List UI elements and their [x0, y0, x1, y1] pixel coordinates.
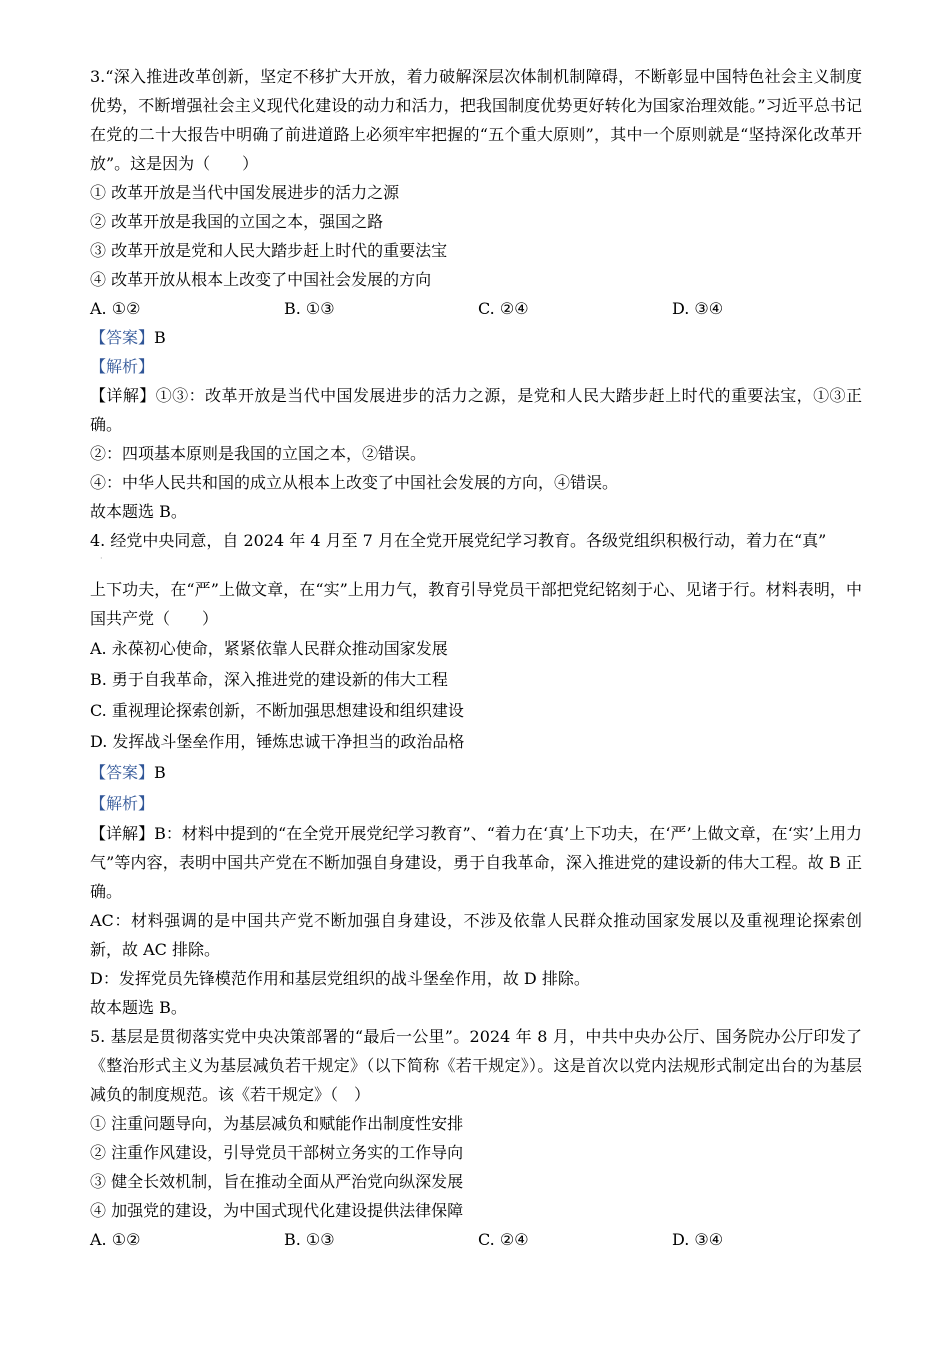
question-4-analysis	[90, 788, 862, 819]
detail-text: B：材料中提到的“在全党开展党纪学习教育”、“着力在‘真’上下功夫，在‘严’上做文章，在‘实’上用力气”等内容，表明中国共产党在不断加强自身建设，勇于自我革命，深入推进党的建设新的伟大工程。故 B 正确。	[90, 824, 862, 901]
question-4-stem-part-2: 上下功夫，在“严”上做文章，在“实”上用力气，教育引导党员干部把党纪铭刻于心、见诸于行。材料表明，中国共产党（ ）	[90, 580, 862, 628]
question-4-detail-4: 故本题选 B。	[90, 998, 187, 1017]
question-5-options	[90, 1225, 862, 1254]
question-3-analysis	[90, 352, 862, 381]
question-4-detail-2: AC：材料强调的是中国共产党不断加强自身建设，不涉及依靠人民群众推动国家发展以及重视理论探索创新，故 AC 排除。	[90, 911, 862, 959]
question-3-option-d: D. ③④	[672, 299, 724, 318]
analysis-label: 【解析】	[90, 357, 155, 376]
question-3-item-3: ③ 改革开放是党和人民大踏步赶上时代的重要法宝	[90, 241, 448, 260]
detail-text: ①③：改革开放是当代中国发展进步的活力之源，是党和人民大踏步赶上时代的重要法宝，①③正确。	[90, 386, 862, 434]
question-5-stem: 5. 基层是贯彻落实党中央决策部署的“最后一公里”。2024 年 8 月，中共中央办公厅、国务院办公厅印发了《整治形式主义为基层减负若干规定》（以下简称《若干规定》）。这是首次以党内法规形式制定出台的为基层减负的制度规范。该《若干规定》（ ）	[90, 1027, 862, 1104]
question-4-choice-d: D. 发挥战斗堡垒作用，锤炼忠诚干净担当的政治品格	[90, 732, 465, 751]
analysis-label: 【解析】	[90, 794, 155, 813]
question-3-detail-1	[90, 381, 862, 439]
question-3-options	[90, 294, 862, 323]
question-5-option-d: D. ③④	[672, 1230, 724, 1249]
question-5-item-3: ③ 健全长效机制，旨在推动全面从严治党向纵深发展	[90, 1172, 464, 1191]
question-5-item-4: ④ 加强党的建设，为中国式现代化建设提供法律保障	[90, 1201, 464, 1220]
answer-value: B	[154, 328, 166, 347]
question-3-detail-3: ④：中华人民共和国的成立从根本上改变了中国社会发展的方向，④错误。	[90, 473, 619, 492]
question-4-detail-1	[90, 819, 862, 906]
question-4-answer	[90, 757, 862, 788]
question-3-answer	[90, 323, 862, 352]
question-5-item-2: ② 注重作风建设，引导党员干部树立务实的工作导向	[90, 1143, 464, 1162]
question-5	[90, 1022, 862, 1254]
answer-label: 【答案】	[90, 328, 155, 347]
exam-page	[90, 62, 862, 1254]
question-4-choice-c: C. 重视理论探索创新，不断加强思想建设和组织建设	[90, 701, 464, 720]
question-3	[90, 62, 862, 526]
question-4	[90, 526, 862, 1022]
detail-label: 【详解】	[90, 386, 156, 405]
question-5-option-b: B. ①③	[284, 1230, 335, 1249]
question-3-detail-4: 故本题选 B。	[90, 502, 187, 521]
answer-value: B	[154, 763, 166, 782]
question-4-choice-b: B. 勇于自我革命，深入推进党的建设新的伟大工程	[90, 670, 448, 689]
question-5-option-a: A. ①②	[90, 1230, 141, 1249]
question-5-option-c: C. ②④	[478, 1230, 529, 1249]
question-3-item-1: ① 改革开放是当代中国发展进步的活力之源	[90, 183, 400, 202]
question-4-choice-a: A. 永葆初心使命，紧紧依靠人民群众推动国家发展	[90, 639, 448, 658]
question-3-detail-2: ②：四项基本原则是我国的立国之本，②错误。	[90, 444, 427, 463]
question-5-item-1: ① 注重问题导向，为基层减负和赋能作出制度性安排	[90, 1114, 464, 1133]
question-4-stem-part-1: 4. 经党中央同意，自 2024 年 4 月至 7 月在全党开展党纪学习教育。各级党组织积极行动，着力在“真”	[90, 531, 827, 550]
detail-label: 【详解】	[90, 824, 155, 843]
question-3-option-c: C. ②④	[478, 299, 529, 318]
question-3-option-a: A. ①②	[90, 299, 141, 318]
question-3-stem: 3.“深入推进改革创新，坚定不移扩大开放，着力破解深层次体制机制障碍，不断彰显中国特色社会主义制度优势，不断增强社会主义现代化建设的动力和活力，把我国制度优势更好转化为国家治理效能。”习近平总书记在党的二十大报告中明确了前进道路上必须牢牢把握的“五个重大原则”，其中一个原则就是“坚持深化改革开放”。这是因为（ ）	[90, 67, 862, 173]
stray-mark: ·	[100, 554, 103, 563]
question-3-item-4: ④ 改革开放从根本上改变了中国社会发展的方向	[90, 270, 432, 289]
question-4-detail-3: D：发挥党员先锋模范作用和基层党组织的战斗堡垒作用，故 D 排除。	[90, 969, 590, 988]
question-3-item-2: ② 改革开放是我国的立国之本，强国之路	[90, 212, 384, 231]
answer-label: 【答案】	[90, 763, 155, 782]
question-3-option-b: B. ①③	[284, 299, 335, 318]
